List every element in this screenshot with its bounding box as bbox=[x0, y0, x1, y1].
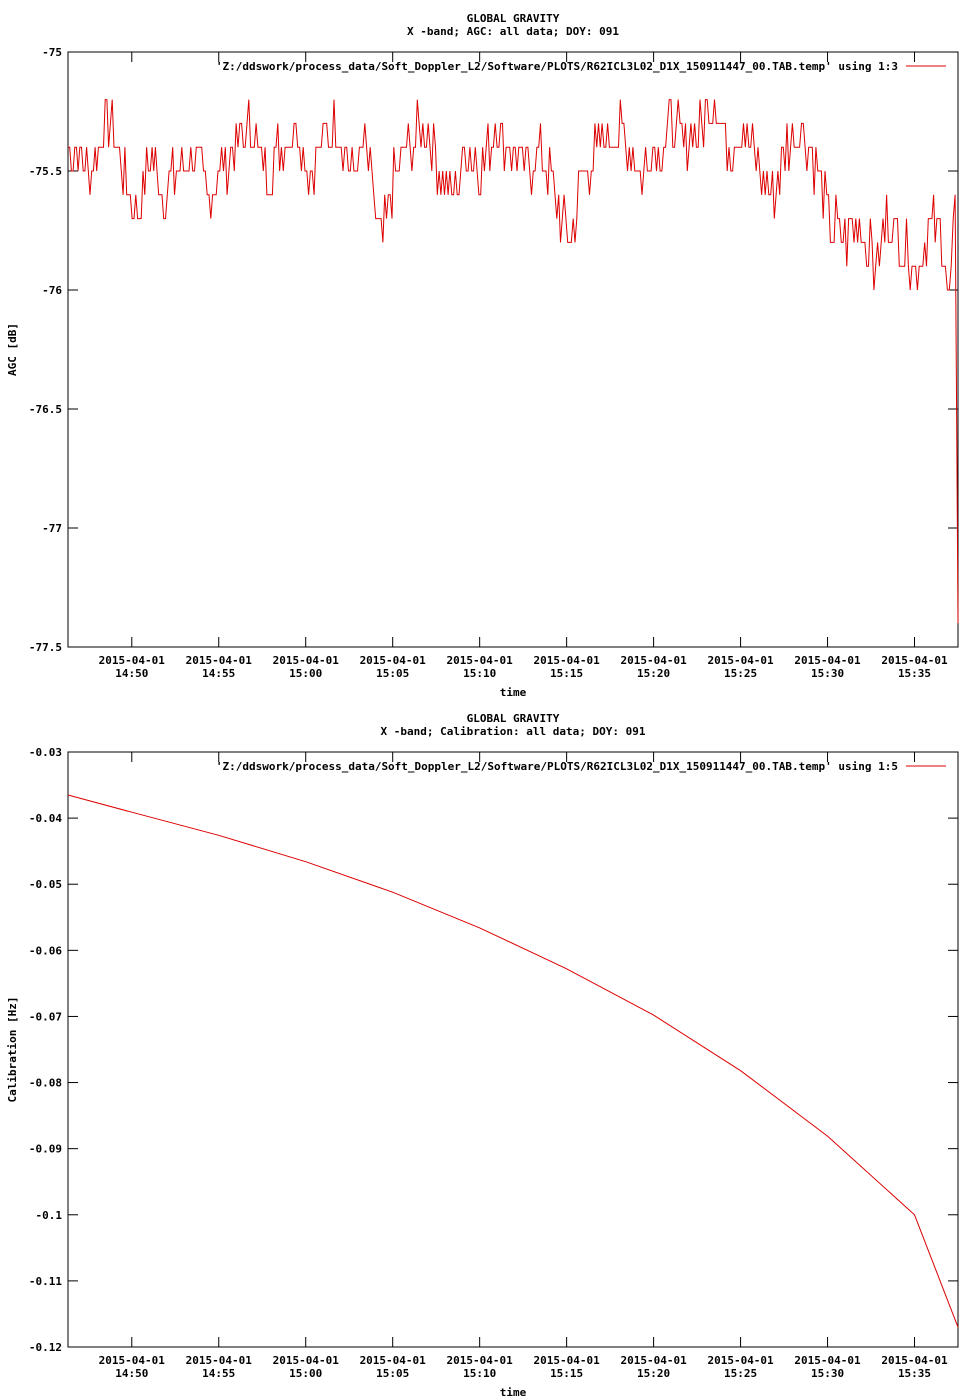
y-tick-label: -75 bbox=[42, 46, 62, 59]
chart-subtitle: X -band; Calibration: all data; DOY: 091 bbox=[380, 725, 646, 738]
plot-frame bbox=[68, 752, 958, 1347]
legend-label: 'Z:/ddswork/process_data/Soft_Doppler_L2/Software/PLOTS/R62ICL3L02_D1X_150911447_00.TAB.temp' using 1:5 bbox=[215, 760, 898, 773]
y-tick-label: -0.11 bbox=[28, 1274, 62, 1288]
x-tick-time: 15:35 bbox=[897, 1367, 932, 1380]
x-axis-label: time bbox=[499, 686, 527, 699]
y-tick-label: -0.04 bbox=[28, 812, 62, 826]
y-tick-label: -0.09 bbox=[28, 1142, 62, 1156]
y-axis-label: Calibration [Hz] bbox=[6, 996, 19, 1103]
chart-subtitle: X -band; AGC: all data; DOY: 091 bbox=[407, 25, 619, 38]
x-tick-time: 15:35 bbox=[897, 667, 932, 680]
x-tick-time: 15:00 bbox=[289, 667, 323, 680]
y-tick-label: -0.08 bbox=[28, 1076, 62, 1090]
y-tick-label: -77 bbox=[42, 522, 62, 535]
x-tick-date: 2015-04-01 bbox=[185, 654, 252, 667]
x-axis-label: time bbox=[499, 1386, 527, 1399]
x-tick-time: 15:00 bbox=[289, 1367, 323, 1380]
series-line bbox=[68, 100, 958, 624]
legend-label: 'Z:/ddswork/process_data/Soft_Doppler_L2/Software/PLOTS/R62ICL3L02_D1X_150911447_00.TAB.temp' using 1:3 bbox=[215, 60, 898, 73]
x-tick-time: 15:30 bbox=[810, 1367, 845, 1380]
plot-frame bbox=[68, 52, 958, 647]
y-tick-label: -0.1 bbox=[35, 1208, 62, 1222]
x-tick-date: 2015-04-01 bbox=[620, 654, 687, 667]
x-tick-time: 15:15 bbox=[550, 1367, 584, 1380]
x-tick-time: 15:25 bbox=[724, 667, 758, 680]
x-tick-time: 15:05 bbox=[376, 1367, 410, 1380]
x-tick-time: 14:55 bbox=[202, 667, 236, 680]
x-tick-date: 2015-04-01 bbox=[881, 1354, 948, 1367]
x-tick-date: 2015-04-01 bbox=[272, 654, 339, 667]
x-tick-time: 15:25 bbox=[724, 1367, 758, 1380]
x-tick-time: 15:20 bbox=[637, 667, 671, 680]
y-tick-label: -76 bbox=[42, 284, 62, 297]
x-tick-time: 15:05 bbox=[376, 667, 410, 680]
x-tick-date: 2015-04-01 bbox=[446, 1354, 513, 1367]
x-tick-time: 15:10 bbox=[463, 667, 497, 680]
x-tick-date: 2015-04-01 bbox=[446, 654, 513, 667]
x-tick-date: 2015-04-01 bbox=[359, 654, 426, 667]
chart-title: GLOBAL GRAVITY bbox=[466, 712, 560, 725]
y-tick-label: -0.06 bbox=[28, 944, 62, 958]
x-tick-date: 2015-04-01 bbox=[794, 654, 861, 667]
x-tick-date: 2015-04-01 bbox=[794, 1354, 861, 1367]
x-tick-time: 14:55 bbox=[202, 1367, 236, 1380]
x-tick-date: 2015-04-01 bbox=[98, 1354, 165, 1367]
x-tick-date: 2015-04-01 bbox=[272, 1354, 339, 1367]
y-tick-label: -0.05 bbox=[28, 878, 62, 892]
y-tick-label: -0.07 bbox=[28, 1010, 62, 1024]
y-tick-label: -0.03 bbox=[28, 746, 62, 759]
x-tick-time: 14:50 bbox=[115, 667, 149, 680]
x-tick-date: 2015-04-01 bbox=[881, 654, 948, 667]
x-tick-date: 2015-04-01 bbox=[359, 1354, 426, 1367]
x-tick-date: 2015-04-01 bbox=[98, 654, 165, 667]
x-tick-time: 15:30 bbox=[810, 667, 845, 680]
x-tick-date: 2015-04-01 bbox=[533, 654, 600, 667]
x-tick-date: 2015-04-01 bbox=[185, 1354, 252, 1367]
y-tick-label: -0.12 bbox=[28, 1341, 62, 1354]
x-tick-time: 15:15 bbox=[550, 667, 584, 680]
chart-title: GLOBAL GRAVITY bbox=[466, 12, 560, 25]
x-tick-time: 15:20 bbox=[637, 1367, 671, 1380]
y-tick-label: -76.5 bbox=[28, 403, 62, 416]
series-line bbox=[68, 795, 958, 1327]
x-tick-date: 2015-04-01 bbox=[620, 1354, 687, 1367]
x-tick-date: 2015-04-01 bbox=[707, 654, 774, 667]
y-tick-label: -75.5 bbox=[28, 165, 62, 178]
x-tick-time: 14:50 bbox=[115, 1367, 149, 1380]
y-tick-label: -77.5 bbox=[28, 641, 62, 654]
x-tick-time: 15:10 bbox=[463, 1367, 497, 1380]
x-tick-date: 2015-04-01 bbox=[707, 1354, 774, 1367]
x-tick-date: 2015-04-01 bbox=[533, 1354, 600, 1367]
y-axis-label: AGC [dB] bbox=[6, 323, 19, 376]
